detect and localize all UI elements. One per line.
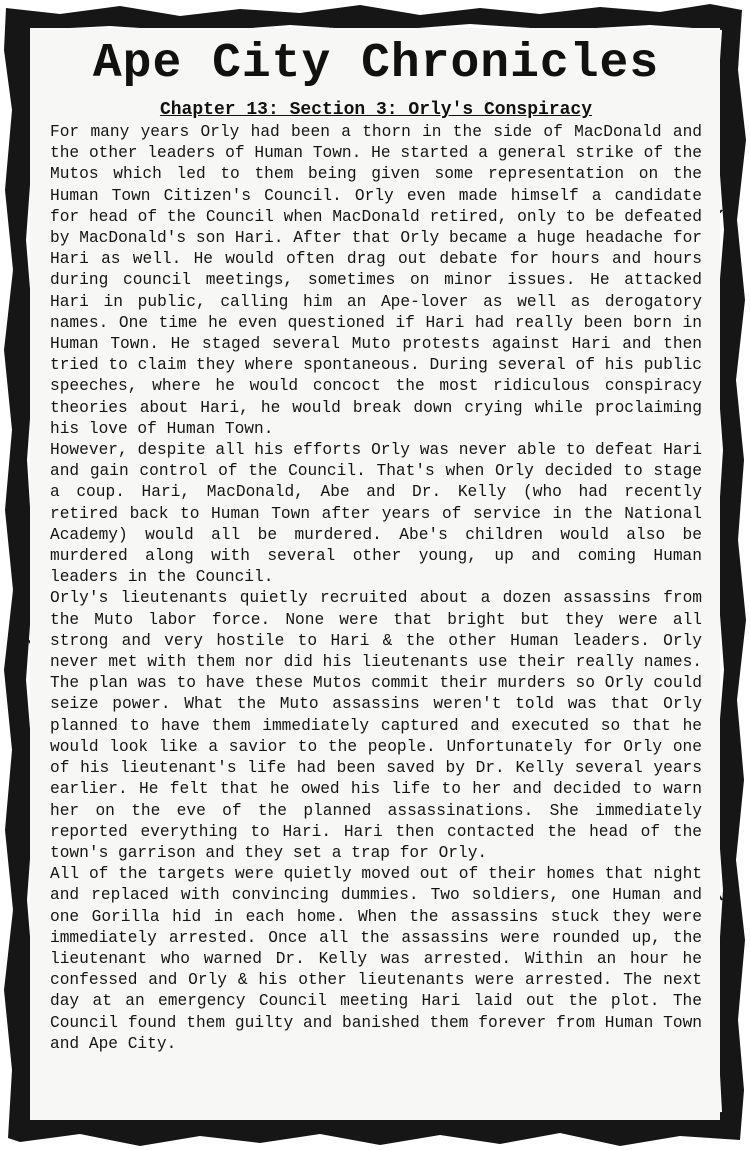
chapter-heading: Chapter 13: Section 3: Orly's Conspiracy (159, 100, 593, 120)
chronicle-page (50, 30, 702, 1055)
paragraph: However, despite all his efforts Orly was never able to defeat Hari and gain control of the Council. That's when Orly decided to stage a coup. Hari, MacDonald, Abe and Dr. Kelly (who had recently retired back to Human Town after years of service in the National Academy) would all be murdered. Abe's children would also be murdered along with several other young, up and coming Human leaders in the Council. (50, 441, 702, 587)
chapter-body (50, 122, 702, 1055)
paragraph: Orly's lieutenants quietly recruited about a dozen assassins from the Muto labor force. None were that bright but they were all strong and very hostile to Hari & the other Human leaders. Orly never met with them nor did his lieutenants use their really names. The plan was to have these Mutos commit their murders so Orly could seize power. What the Muto assassins weren't told was that Orly planned to have them immediately captured and executed so that he would look like a savior to the people. Unfortunately for Orly one of his lieutenant's life had been saved by Dr. Kelly several years earlier. He felt that he owed his life to her and decided to warn her on the eve of the planned assassinations. She immediately reported everything to Hari. Hari then contacted the head of the town's garrison and they set a trap for Orly. (50, 589, 702, 862)
paragraph: For many years Orly had been a thorn in the side of MacDonald and the other leaders of Human Town. He started a general strike of the Mutos which led to them being given some representation on the Human Town Citizen's Council. Orly even made himself a candidate for head of the Council when MacDonald retired, only to be defeated by MacDonald's son Hari. After that Orly became a huge headache for Hari as well. He would often drag out debate for hours and hours during council meetings, sometimes on minor issues. He attacked Hari in public, calling him an Ape-lover as well as derogatory names. One time he even questioned if Hari had really been born in Human Town. He staged several Muto protests against Hari and then tried to claim they where spontaneous. During several of his public speeches, where he would concoct the most ridiculous conspiracy theories about Hari, he would break down crying while proclaiming his love of Human Town. (50, 123, 702, 438)
page-title: Ape City Chronicles (92, 37, 660, 91)
paragraph: All of the targets were quietly moved out of their homes that night and replaced with convincing dummies. Two soldiers, one Human and one Gorilla hid in each home. When the assassins stuck they were immediately arrested. Once all the assassins were rounded up, the lieutenant who warned Dr. Kelly was arrested. Within an hour he confessed and Orly & his other lieutenants were arrested. The next day at an emergency Council meeting Hari laid out the plot. The Council found them guilty and banished them forever from Human Town and Ape City. (50, 865, 702, 1053)
